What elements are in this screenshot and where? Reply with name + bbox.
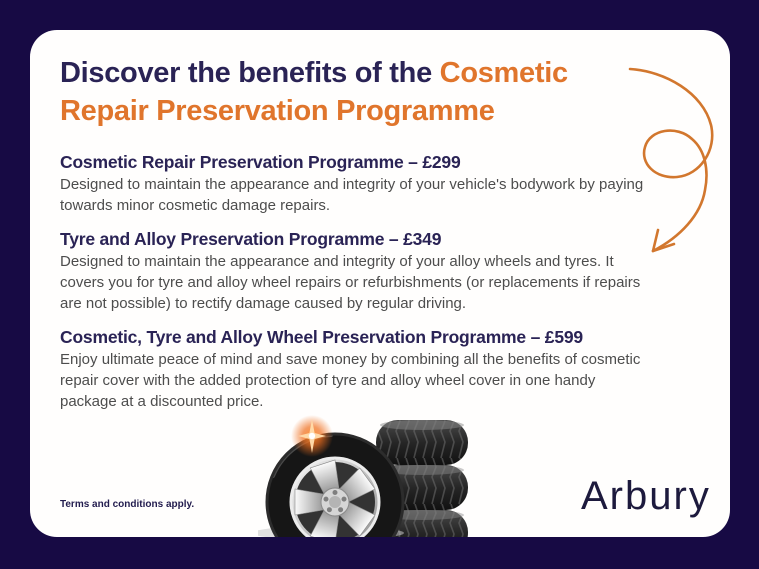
title-orange-part-line1: Cosmetic bbox=[439, 57, 568, 89]
programme-description: Designed to maintain the appearance and integrity of your vehicle's bodywork by paying towards minor cosmetic damage repairs. bbox=[60, 176, 644, 214]
flyer-content bbox=[60, 54, 700, 424]
flyer-panel bbox=[30, 30, 730, 537]
title-orange-part-line2: Repair Preservation Programme bbox=[60, 95, 495, 127]
programme-description: Enjoy ultimate peace of mind and save money by combining all the benefits of cosmetic repair cover with the added protection of tyre and alloy wheel cover in one handy package at a discounted price. bbox=[60, 351, 641, 410]
programme-section-cosmetic bbox=[60, 151, 650, 216]
tyres-photo bbox=[258, 412, 494, 537]
page-title bbox=[60, 54, 700, 130]
sparkle-flare bbox=[291, 415, 333, 457]
curved-arrow-icon bbox=[625, 55, 720, 265]
programme-section-combined bbox=[60, 326, 650, 412]
programme-heading: Cosmetic, Tyre and Alloy Wheel Preservation Programme – £599 bbox=[60, 327, 583, 347]
programme-heading: Cosmetic Repair Preservation Programme – £299 bbox=[60, 152, 461, 172]
title-dark-part: Discover the benefits of the bbox=[60, 57, 440, 89]
arbury-logo: Arbury bbox=[581, 474, 711, 518]
terms-note: Terms and conditions apply. bbox=[60, 499, 195, 510]
programme-description: Designed to maintain the appearance and integrity of your alloy wheels and tyres. It covers you for tyre and alloy wheel repairs or refurbishments (or replacements if repairs are not possible) to rectify damage caused by regular driving. bbox=[60, 253, 641, 312]
programme-section-tyre-alloy bbox=[60, 228, 650, 314]
programme-heading: Tyre and Alloy Preservation Programme – £349 bbox=[60, 229, 442, 249]
